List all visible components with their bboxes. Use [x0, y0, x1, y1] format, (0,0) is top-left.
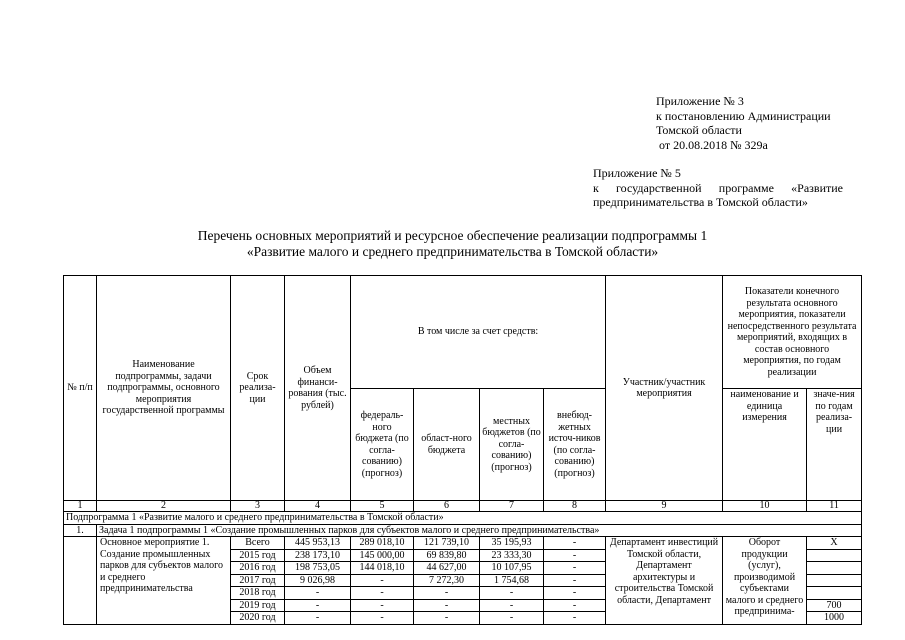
activity-local: 10 107,95 [480, 562, 544, 575]
activity-indicator: Оборот продукции (услуг), производимой субъектами малого и среднего предпринима- [723, 537, 807, 625]
activity-volume: - [285, 599, 351, 612]
subprogram-title: Подпрограмма 1 «Развитие малого и среднего предпринимательства в Томской области» [64, 512, 862, 525]
activity-local: - [480, 612, 544, 625]
appendix-5-line: Приложение № 5 [593, 166, 681, 180]
activity-indicator-value [807, 549, 862, 562]
activity-regional: 121 739,10 [414, 537, 480, 550]
column-number: 2 [97, 501, 231, 512]
activity-federal: - [351, 574, 414, 587]
header-participant: Участник/участник мероприятия [606, 276, 723, 501]
activity-extrabudget: - [544, 574, 606, 587]
activity-federal: 145 000,00 [351, 549, 414, 562]
activity-volume: 9 026,98 [285, 574, 351, 587]
activity-period: Всего [231, 537, 285, 550]
task-title: Задача 1 подпрограммы 1 «Создание промышленных парков для субъектов малого и среднего предпринимательства» [97, 524, 862, 537]
column-number: 4 [285, 501, 351, 512]
activity-number-cell [64, 537, 97, 625]
activity-indicator-value: 700 [807, 599, 862, 612]
activity-regional: - [414, 612, 480, 625]
appendix-5-word: государственной [616, 180, 702, 195]
activity-name: Основное мероприятие 1. Создание промышленных парков для субъектов малого и среднего предпринимательства [97, 537, 231, 625]
activity-volume: 198 753,05 [285, 562, 351, 575]
activity-volume: - [285, 587, 351, 600]
activity-regional: 44 627,00 [414, 562, 480, 575]
activity-regional: - [414, 599, 480, 612]
subprogram-row [64, 512, 862, 525]
activity-indicator-value: Х [807, 537, 862, 550]
appendix-5-line: предпринимательства в Томской области» [593, 195, 808, 209]
header-name: Наименование подпрограммы, задачи подпрограммы, основного мероприятия государственной программы [97, 276, 231, 501]
column-number: 11 [807, 501, 862, 512]
activity-period: 2019 год [231, 599, 285, 612]
activity-extrabudget: - [544, 612, 606, 625]
activity-period: 2017 год [231, 574, 285, 587]
appendix-5-word: к [593, 180, 599, 195]
activity-local: 35 195,93 [480, 537, 544, 550]
activity-federal: - [351, 587, 414, 600]
activity-volume: - [285, 612, 351, 625]
activities-table [63, 275, 862, 625]
header-federal: федераль-ного бюджета (по согла-сованию) (прогноз) [351, 389, 414, 501]
activity-federal: 144 018,10 [351, 562, 414, 575]
activity-extrabudget: - [544, 537, 606, 550]
header-indicator-name: наименование и единица измерения [723, 389, 807, 501]
activity-period: 2015 год [231, 549, 285, 562]
activity-period: 2020 год [231, 612, 285, 625]
activity-participant: Департамент инвестиций Томской области, Департамент архитектуры и строительства Томской области, Департамент [606, 537, 723, 625]
activity-indicator-value [807, 587, 862, 600]
activity-period: 2018 год [231, 587, 285, 600]
activity-federal: - [351, 599, 414, 612]
activity-extrabudget: - [544, 549, 606, 562]
header-including: В том числе за счет средств: [351, 276, 606, 389]
header-volume: Объем финанси-рования (тыс. рублей) [285, 276, 351, 501]
activity-extrabudget: - [544, 587, 606, 600]
column-numbers-row [64, 501, 862, 512]
title-line: Перечень основных мероприятий и ресурсное обеспечение реализации подпрограммы 1 [197, 228, 708, 243]
activity-federal: 289 018,10 [351, 537, 414, 550]
title-line: «Развитие малого и среднего предпринимательства в Томской области» [246, 244, 659, 259]
header-regional: област-ного бюджета [414, 389, 480, 501]
appendix-3-line: Приложение № 3 [656, 94, 744, 108]
appendix-5-header [593, 166, 843, 210]
activity-indicator-value [807, 574, 862, 587]
column-number: 3 [231, 501, 285, 512]
appendix-3-line: от 20.08.2018 № 329а [659, 137, 768, 152]
activity-local: 23 333,30 [480, 549, 544, 562]
header-local: местных бюджетов (по согла-сованию) (прогноз) [480, 389, 544, 501]
header-num: № п/п [64, 276, 97, 501]
column-number: 9 [606, 501, 723, 512]
activity-regional: - [414, 587, 480, 600]
activity-indicator-value: 1000 [807, 612, 862, 625]
document-title [0, 228, 905, 260]
appendix-5-justified-line [593, 181, 843, 196]
appendix-3-line: к постановлению Администрации [656, 108, 831, 123]
activity-volume: 445 953,13 [285, 537, 351, 550]
header-term: Срок реализа-ции [231, 276, 285, 501]
header-indicator-values: значе-ния по годам реализа-ции [807, 389, 862, 501]
activity-regional: 69 839,80 [414, 549, 480, 562]
activity-regional: 7 272,30 [414, 574, 480, 587]
activity-row [64, 537, 862, 550]
appendix-5-word: «Развитие [791, 180, 843, 195]
activity-local: - [480, 599, 544, 612]
column-number: 6 [414, 501, 480, 512]
activity-extrabudget: - [544, 599, 606, 612]
activity-federal: - [351, 612, 414, 625]
activity-local: - [480, 587, 544, 600]
column-number: 8 [544, 501, 606, 512]
column-number: 10 [723, 501, 807, 512]
column-number: 7 [480, 501, 544, 512]
activity-period: 2016 год [231, 562, 285, 575]
header-extrabudget: внебюд-жетных источ-ников (по согла-сованию) (прогноз) [544, 389, 606, 501]
appendix-5-word: программе [718, 180, 774, 195]
task-row [64, 524, 862, 537]
activity-volume: 238 173,10 [285, 549, 351, 562]
appendix-3-line: Томской области [656, 123, 742, 137]
activity-extrabudget: - [544, 562, 606, 575]
header-indicators: Показатели конечного результата основного мероприятия, показатели непосредственного результата мероприятий, входящих в состав основного мероприятия, по годам реализации [723, 276, 862, 389]
appendix-3-header [656, 94, 831, 152]
activity-indicator-value [807, 562, 862, 575]
column-number: 5 [351, 501, 414, 512]
column-number: 1 [64, 501, 97, 512]
task-number: 1. [64, 524, 97, 537]
activity-local: 1 754,68 [480, 574, 544, 587]
